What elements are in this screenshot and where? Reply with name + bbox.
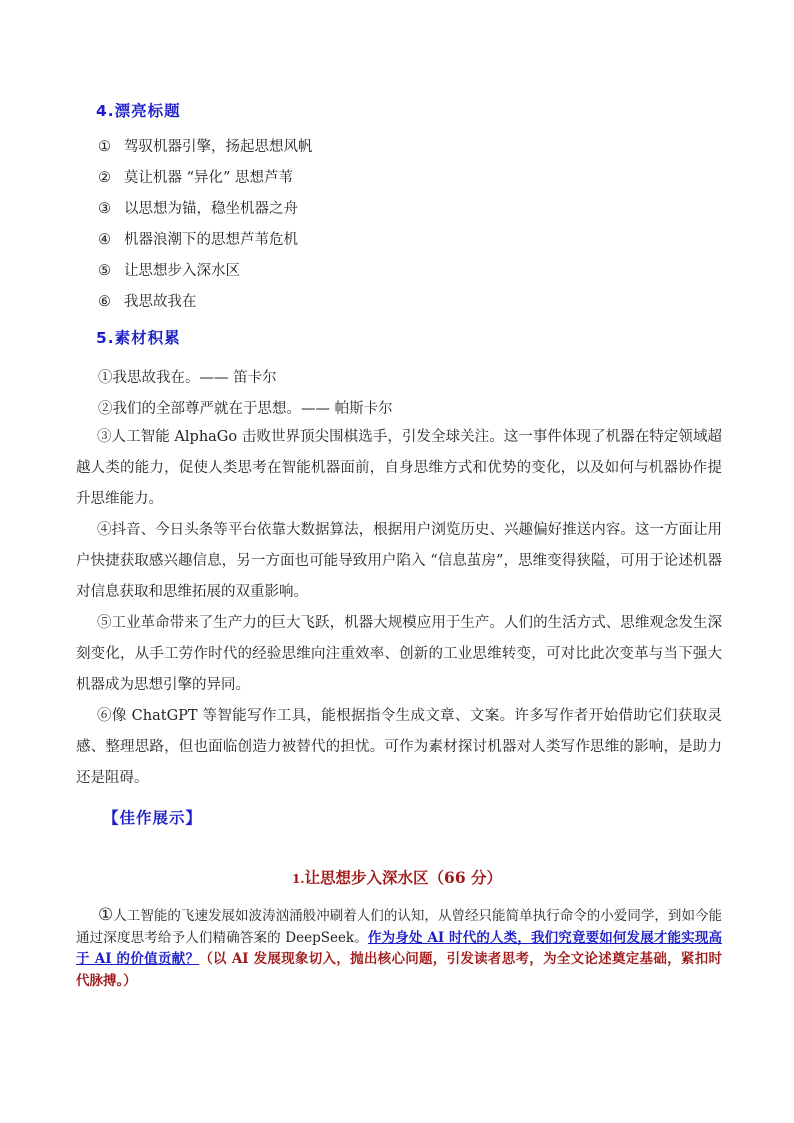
section-heading-titles: 4.漂亮标题 <box>96 102 181 120</box>
item-text: 我思故我在 <box>124 294 197 310</box>
list-item <box>98 293 718 324</box>
quote-descartes: ①我思故我在。—— 笛卡尔 <box>98 370 277 386</box>
item-number: ③ <box>98 201 111 217</box>
item-number: ① <box>98 139 111 155</box>
essay-paragraph <box>76 905 722 992</box>
item-number: ② <box>98 170 111 186</box>
list-item <box>98 169 718 200</box>
essay-title <box>0 866 794 888</box>
item-text: 莫让机器 “异化” 思想芦苇 <box>124 170 294 186</box>
list-item <box>98 262 718 293</box>
essay-text: 人工智能的飞速发展如波涛汹涌般冲刷着人们的认知，从曾经只能简单执行命令的小爱同学，到如今能通过深度思考给予人们精确答案的 DeepSeek。 <box>76 908 723 946</box>
essay-annotation: （以 AI 发展现象切入，抛出核心问题，引发读者思考，为全文论述奠定基础，紧扣时代脉搏。） <box>76 951 722 989</box>
essay-score: （66 分） <box>428 868 502 887</box>
item-number: ⑥ <box>98 294 111 310</box>
material-paragraph-alphago: ③人工智能 AlphaGo 击败世界顶尖围棋选手，引发全球关注。这一事件体现了机器在特定领域超越人类的能力，促使人类思考在智能机器面前，自身思维方式和优势的变化，以及如何与机器协作提升思维能力。 <box>76 429 722 507</box>
paragraph-number: ① <box>98 905 114 925</box>
list-item <box>98 138 718 169</box>
section-heading-materials: 5.素材积累 <box>96 329 181 347</box>
item-text: 机器浪潮下的思想芦苇危机 <box>124 232 298 248</box>
material-paragraph-industrial: ⑤工业革命带来了生产力的巨大飞跃，机器大规模应用于生产。人们的生活方式、思维观念发生深刻变化，从手工劳作时代的经验思维向注重效率、创新的工业思维转变，可对比此次变革与当下强大机器成为思想引擎的异同。 <box>76 615 722 693</box>
showcase-heading: 【佳作展示】 <box>103 809 203 827</box>
essay-title-text: 让思想步入深水区 <box>304 868 429 887</box>
item-text: 让思想步入深水区 <box>124 263 240 279</box>
item-number: ④ <box>98 232 111 248</box>
material-paragraph-algorithm: ④抖音、今日头条等平台依靠大数据算法，根据用户浏览历史、兴趣偏好推送内容。这一方面让用户快捷获取感兴趣信息，另一方面也可能导致用户陷入 “信息茧房”，思维变得狭隘，可用于论述机器对信息获取和思维拓展的双重影响。 <box>76 522 722 600</box>
list-item <box>98 231 718 262</box>
list-item <box>98 200 718 231</box>
item-number: ⑤ <box>98 263 111 279</box>
essay-title-number: 1. <box>291 872 305 886</box>
material-paragraph-chatgpt: ⑥像 ChatGPT 等智能写作工具，能根据指令生成文章、文案。许多写作者开始借助它们获取灵感、整理思路，但也面临创造力被替代的担忧。可作为素材探讨机器对人类写作思维的影响，是助力还是阻碍。 <box>76 708 722 786</box>
item-text: 驾驭机器引擎，扬起思想风帆 <box>124 139 313 155</box>
essay-highlight: 作为身处 AI 时代的人类，我们究竟要如何发展才能实现高于 AI 的价值贡献？ <box>76 929 722 967</box>
quote-pascal: ②我们的全部尊严就在于思想。—— 帕斯卡尔 <box>98 401 393 417</box>
title-list <box>98 138 718 324</box>
item-text: 以思想为锚，稳坐机器之舟 <box>124 201 298 217</box>
